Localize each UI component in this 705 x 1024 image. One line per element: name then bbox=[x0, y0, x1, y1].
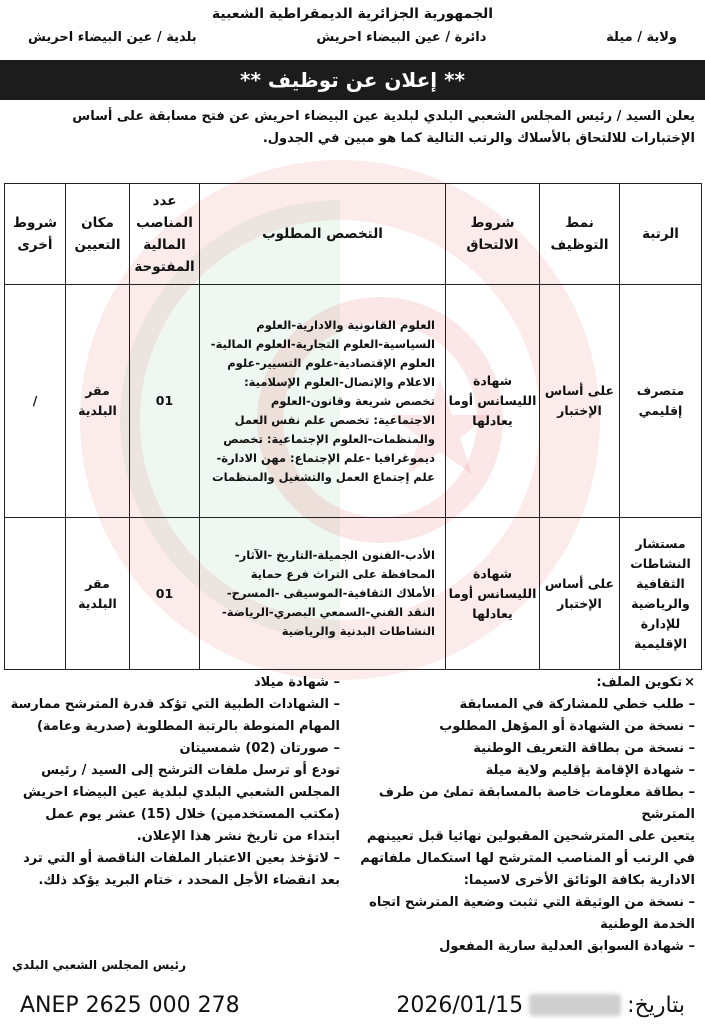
letterhead bbox=[8, 4, 697, 58]
baladiya-label: بلدية / عين البيضاء احريش bbox=[28, 30, 197, 45]
anep-reference: ANEP 2625 000 278 bbox=[20, 992, 240, 1018]
file-composition bbox=[350, 672, 695, 958]
table-row bbox=[5, 518, 702, 670]
col-specialty: التخصص المطلوب bbox=[200, 184, 446, 285]
list-item: – شهادة السوابق العدلية سارية المفعول bbox=[350, 936, 695, 958]
col-conditions: شروط الالتحاق bbox=[446, 184, 540, 285]
col-rank: الرتبة bbox=[620, 184, 702, 285]
cell-other: / bbox=[5, 285, 66, 518]
file-title-line bbox=[350, 672, 695, 694]
warning-note: – لاتؤخذ بعين الاعتبار الملفات الناقصة أو التي ترد بعد انقضاء الأجل المحدد ، ختام البريد يؤكد ذلك. bbox=[10, 848, 340, 892]
cell-rank: متصرف إقليمي bbox=[620, 285, 702, 518]
file-title: تكوين الملف: bbox=[596, 675, 683, 690]
col-posts: عدد المناصب المالية المفتوحة bbox=[130, 184, 200, 285]
list-item: – نسخة من بطاقة التعريف الوطنية bbox=[350, 738, 695, 760]
cell-rank: مستشار النشاطات الثقافية والرياضية للإدارة الإقليمية bbox=[620, 518, 702, 670]
list-item: – نسخة من الشهادة أو المؤهل المطلوب bbox=[350, 716, 695, 738]
additional-documents bbox=[10, 672, 340, 892]
list-item: – طلب خطي للمشاركة في المسابقة bbox=[350, 694, 695, 716]
cell-conditions: شهادة الليسانس أوما يعادلها bbox=[446, 285, 540, 518]
signer: رئيس المجلس الشعبي البلدي bbox=[12, 958, 186, 972]
list-item: – شهادة الإقامة بإقليم ولاية ميلة bbox=[350, 760, 695, 782]
table-header-row bbox=[5, 184, 702, 285]
cell-posts: 01 bbox=[130, 285, 200, 518]
admin-line bbox=[8, 24, 697, 45]
cell-conditions: شهادة الليسانس أوما يعادلها bbox=[446, 518, 540, 670]
jobs-table bbox=[4, 183, 702, 670]
cell-posts: 01 bbox=[130, 518, 200, 670]
deposit-note: تودع أو ترسل ملفات الترشح إلى السيد / رئيس المجلس الشعبي البلدي لبلدية عين البيضاء احريش (مكتب المستخدمين) خلال (15) عشر يوم عمل ابتداء من تاريخ نشر هذا الإعلان. bbox=[22, 763, 340, 844]
list-item: – صورتان (02) شمسيتان bbox=[10, 738, 340, 760]
cell-mode: على أساس الإختبار bbox=[540, 285, 620, 518]
daira-label: دائرة / عين البيضاء احريش bbox=[316, 30, 487, 45]
date-label: بتاريخ: bbox=[627, 992, 685, 1018]
footer-bar bbox=[0, 986, 705, 1024]
cell-mode: على أساس الإختبار bbox=[540, 518, 620, 670]
date-value: 2026/01/15 bbox=[396, 992, 524, 1018]
col-other: شروط أخرى bbox=[5, 184, 66, 285]
table-row bbox=[5, 285, 702, 518]
list-item: – بطاقة معلومات خاصة بالمسابقة تملئ من طرف المترشح bbox=[350, 782, 695, 826]
wilaya-label: ولاية / ميلة bbox=[606, 30, 677, 45]
list-item: – نسخة من الوثيقة التي تثبت وضعية المترشح اتجاه الخدمة الوطنية bbox=[350, 892, 695, 936]
intro-paragraph: يعلن السيد / رئيس المجلس الشعبي البلدي لبلدية عين البيضاء احريش عن فتح مسابقة على أساس الإختبارات للالتحاق بالأسلاك والرتب التالية كما هو مبين في الجدول. bbox=[72, 109, 695, 146]
list-item: – الشهادات الطبية التي تؤكد قدرة المترشح ممارسة المهام المنوطة بالرتبة المطلوبة (صدرية وعامة) bbox=[10, 694, 340, 738]
cross-icon: × bbox=[684, 675, 695, 690]
publication-date bbox=[396, 993, 685, 1018]
republic-title: الجمهورية الجزائرية الديمقراطية الشعبية bbox=[211, 6, 494, 22]
cell-specialty: العلوم القانونية والادارية-العلوم السياسية-العلوم التجارية-العلوم المالية-العلوم الإقتصادية-علوم التسيير-علوم الاعلام والإتصال-العلوم الإسلامية: تخصص شريعة وقانون-العلوم الاجتماعية: تخصص علم نفس العمل والمنظمات-العلوم الإجتماعية: تخصص ديموغرافيا -علم الإجتماع: مهن الادارة- علم إجتماع العمل والتشغيل والمنظمات bbox=[200, 285, 446, 518]
cell-place: مقر البلدية bbox=[66, 518, 130, 670]
announcement-banner: ** إعلان عن توظيف ** bbox=[0, 60, 705, 100]
redacted-area bbox=[529, 994, 621, 1016]
cell-other bbox=[5, 518, 66, 670]
col-mode: نمط التوظيف bbox=[540, 184, 620, 285]
cell-place: مقر البلدية bbox=[66, 285, 130, 518]
list-item: – شهادة ميلاد bbox=[10, 672, 340, 694]
after-note: يتعين على المترشحين المقبولين نهائيا قبل تعيينهم في الرتب أو المناصب المترشح لها استكمال ملفاتهم الادارية بكافة الوثائق الأخرى لاسيما: bbox=[360, 829, 695, 888]
cell-specialty: الأدب-الفنون الجميلة-التاريخ -الآثار-المحافظة على التراث فرع حماية الأملاك الثقافية-الموسيقى -المسرح-النقد الفني-السمعي البصري-الرياضة-النشاطات البدنية والرياضية bbox=[200, 518, 446, 670]
col-place: مكان التعيين bbox=[66, 184, 130, 285]
